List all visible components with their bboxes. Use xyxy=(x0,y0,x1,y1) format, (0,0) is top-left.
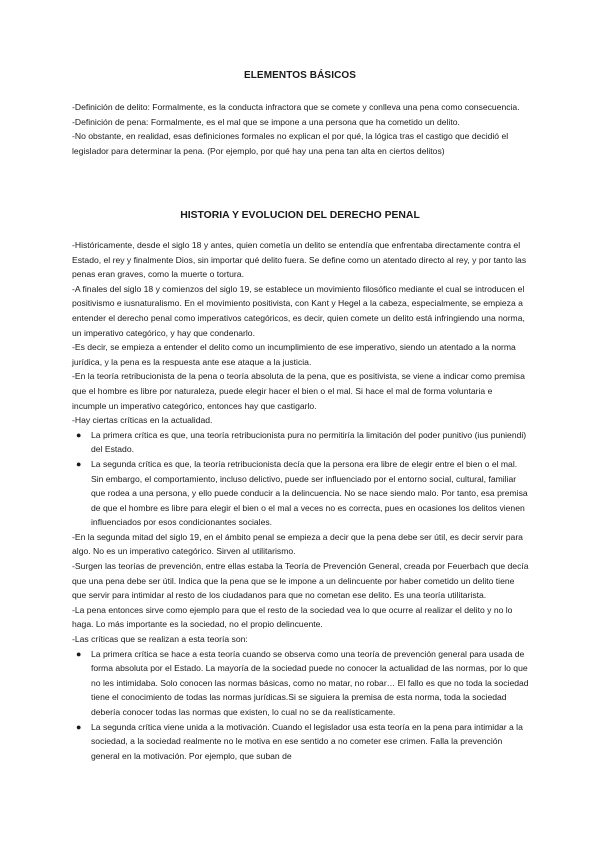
critiques-list-prevention xyxy=(72,647,529,764)
list-item-text: La segunda crítica es que, la teoría retribucionista decía que la persona era libre de elegir entre el bien o el mal. Sin embargo, el comportamiento, incluso delictivo, puede ser influenciado por el entorno social, cultural, familiar que rodea a una persona, y ello puede conducir a la delincuencia. No se nace siendo malo. Por tanto, esa premisa de que el hombre es libre para elegir el bien o el mal a veces no es correcta, pues en ocasiones los delitos vienen influenciados por esos condicionantes sociales. xyxy=(91,458,528,528)
history-section xyxy=(72,238,529,763)
bullet-icon: ● xyxy=(76,721,82,732)
list-item xyxy=(72,647,529,720)
list-item-text: La primera crítica es que, una teoría retribucionista pura no permitiría la limitación del poder punitivo (ius puniendi) del Estado. xyxy=(91,429,527,455)
list-item xyxy=(72,457,529,530)
critiques-list-retribution xyxy=(72,428,529,530)
paragraph: -Históricamente, desde el siglo 18 y antes, quien cometía un delito se entendía que enfrentaba directamente contra el Estado, el rey y finalmente Dios, sin importar qué delito fuera. Se define como un atentado directo al rey, y por tanto las penas eran graves, como la muerte o tortura. xyxy=(72,240,527,280)
list-item xyxy=(72,428,529,457)
paragraph: -Definición de delito: Formalmente, es la conducta infractora que se comete y conlleva una pena como consecuencia. xyxy=(72,102,520,112)
section-title: HISTORIA Y EVOLUCION DEL DERECHO PENAL xyxy=(180,210,420,221)
intro-definitions xyxy=(72,100,529,158)
paragraph: -No obstante, en realidad, esas definiciones formales no explican el por qué, la lógica tras el castigo que decidió el legislador para determinar la pena. (Por ejemplo, por qué hay una pena tan alta en ciertos delitos) xyxy=(72,131,509,156)
page-title: ELEMENTOS BÁSICOS xyxy=(243,70,357,81)
paragraph: -Definición de pena: Formalmente, es el mal que se impone a una persona que ha cometido un delito. xyxy=(72,116,460,127)
paragraph: -Es decir, se empieza a entender el delito como un incumplimiento de ese imperativo, siendo un atentado a la norma jurídica, y la pena es la respuesta ante ese ataque a la justicia. xyxy=(72,342,516,367)
paragraph: -A finales del siglo 18 y comienzos del siglo 19, se establece un movimiento filosófico mediante el cual se introducen el positivismo e iusnaturalismo. En el movimiento positivista, con Kant y Hegel a la cabeza, especialmente, se empieza a entender el derecho penal como imperativos categóricos, es decir, quien comete un delito está infringiendo una norma, un imperativo categórico, y hay que condenarlo. xyxy=(72,283,525,338)
paragraph: -Hay ciertas críticas en la actualidad. xyxy=(72,415,213,426)
paragraph: -En la teoría retribucionista de la pena o teoría absoluta de la pena, que es positivista, se viene a indicar como premisa que el hombre es libre por naturaleza, puede elegir hacer el bien o el mal. Si hace el mal de forma voluntaria e incumple un imperativo categórico, entonces hay que castigarlo. xyxy=(72,371,525,411)
paragraph: -Las críticas que se realizan a esta teoría son: xyxy=(72,634,248,645)
paragraph: -En la segunda mitad del siglo 19, en el ámbito penal se empieza a decir que la pena debe ser útil, es decir servir para algo. No es un imperativo categórico. Sirven al utilitarismo. xyxy=(72,531,523,557)
list-item xyxy=(72,720,529,764)
list-item-text: La primera crítica se hace a esta teoría cuando se observa como una teoría de prevención general para usada de forma absoluta por el Estado. La mayoría de la sociedad puede no conocer la actualidad de las normas, por lo que no les intimidaba. Solo conocen las normas básicas, como no matar, no robar… El fallo es que no toda la sociedad tiene el conocimiento de todas las normas jurídicas.Si se siguiera la premisa de esta norma, toda la sociedad debería conocer todas las normas que existen, lo cual no se da realísticamente. xyxy=(91,648,529,717)
bullet-icon: ● xyxy=(76,429,82,440)
bullet-icon: ● xyxy=(76,458,82,469)
paragraph: -Surgen las teorías de prevención, entre ellas estaba la Teoría de Prevención General, creada por Feuerbach que decía que una pena debe ser útil. Indica que la pena que se le impone a un delincuente por haber cometido un delito tiene que servir para intimidar al resto de los ciudadanos para que no cometan ese delito. Es una teoría utilitarista. xyxy=(72,561,529,601)
paragraph: -La pena entonces sirve como ejemplo para que el resto de la sociedad vea lo que ocurre al realizar el delito y no lo haga. Lo más importante es la sociedad, no el propio delincuente. xyxy=(72,604,513,630)
list-item-text: La segunda crítica viene unida a la motivación. Cuando el legislador usa esta teoría en la pena para intimidar a la sociedad, a la sociedad realmente no le motiva en ese sentido a no cometer ese crimen. Falla la prevención general en la motivación. Por ejemplo, que suban de xyxy=(91,721,523,761)
bullet-icon: ● xyxy=(76,648,82,659)
